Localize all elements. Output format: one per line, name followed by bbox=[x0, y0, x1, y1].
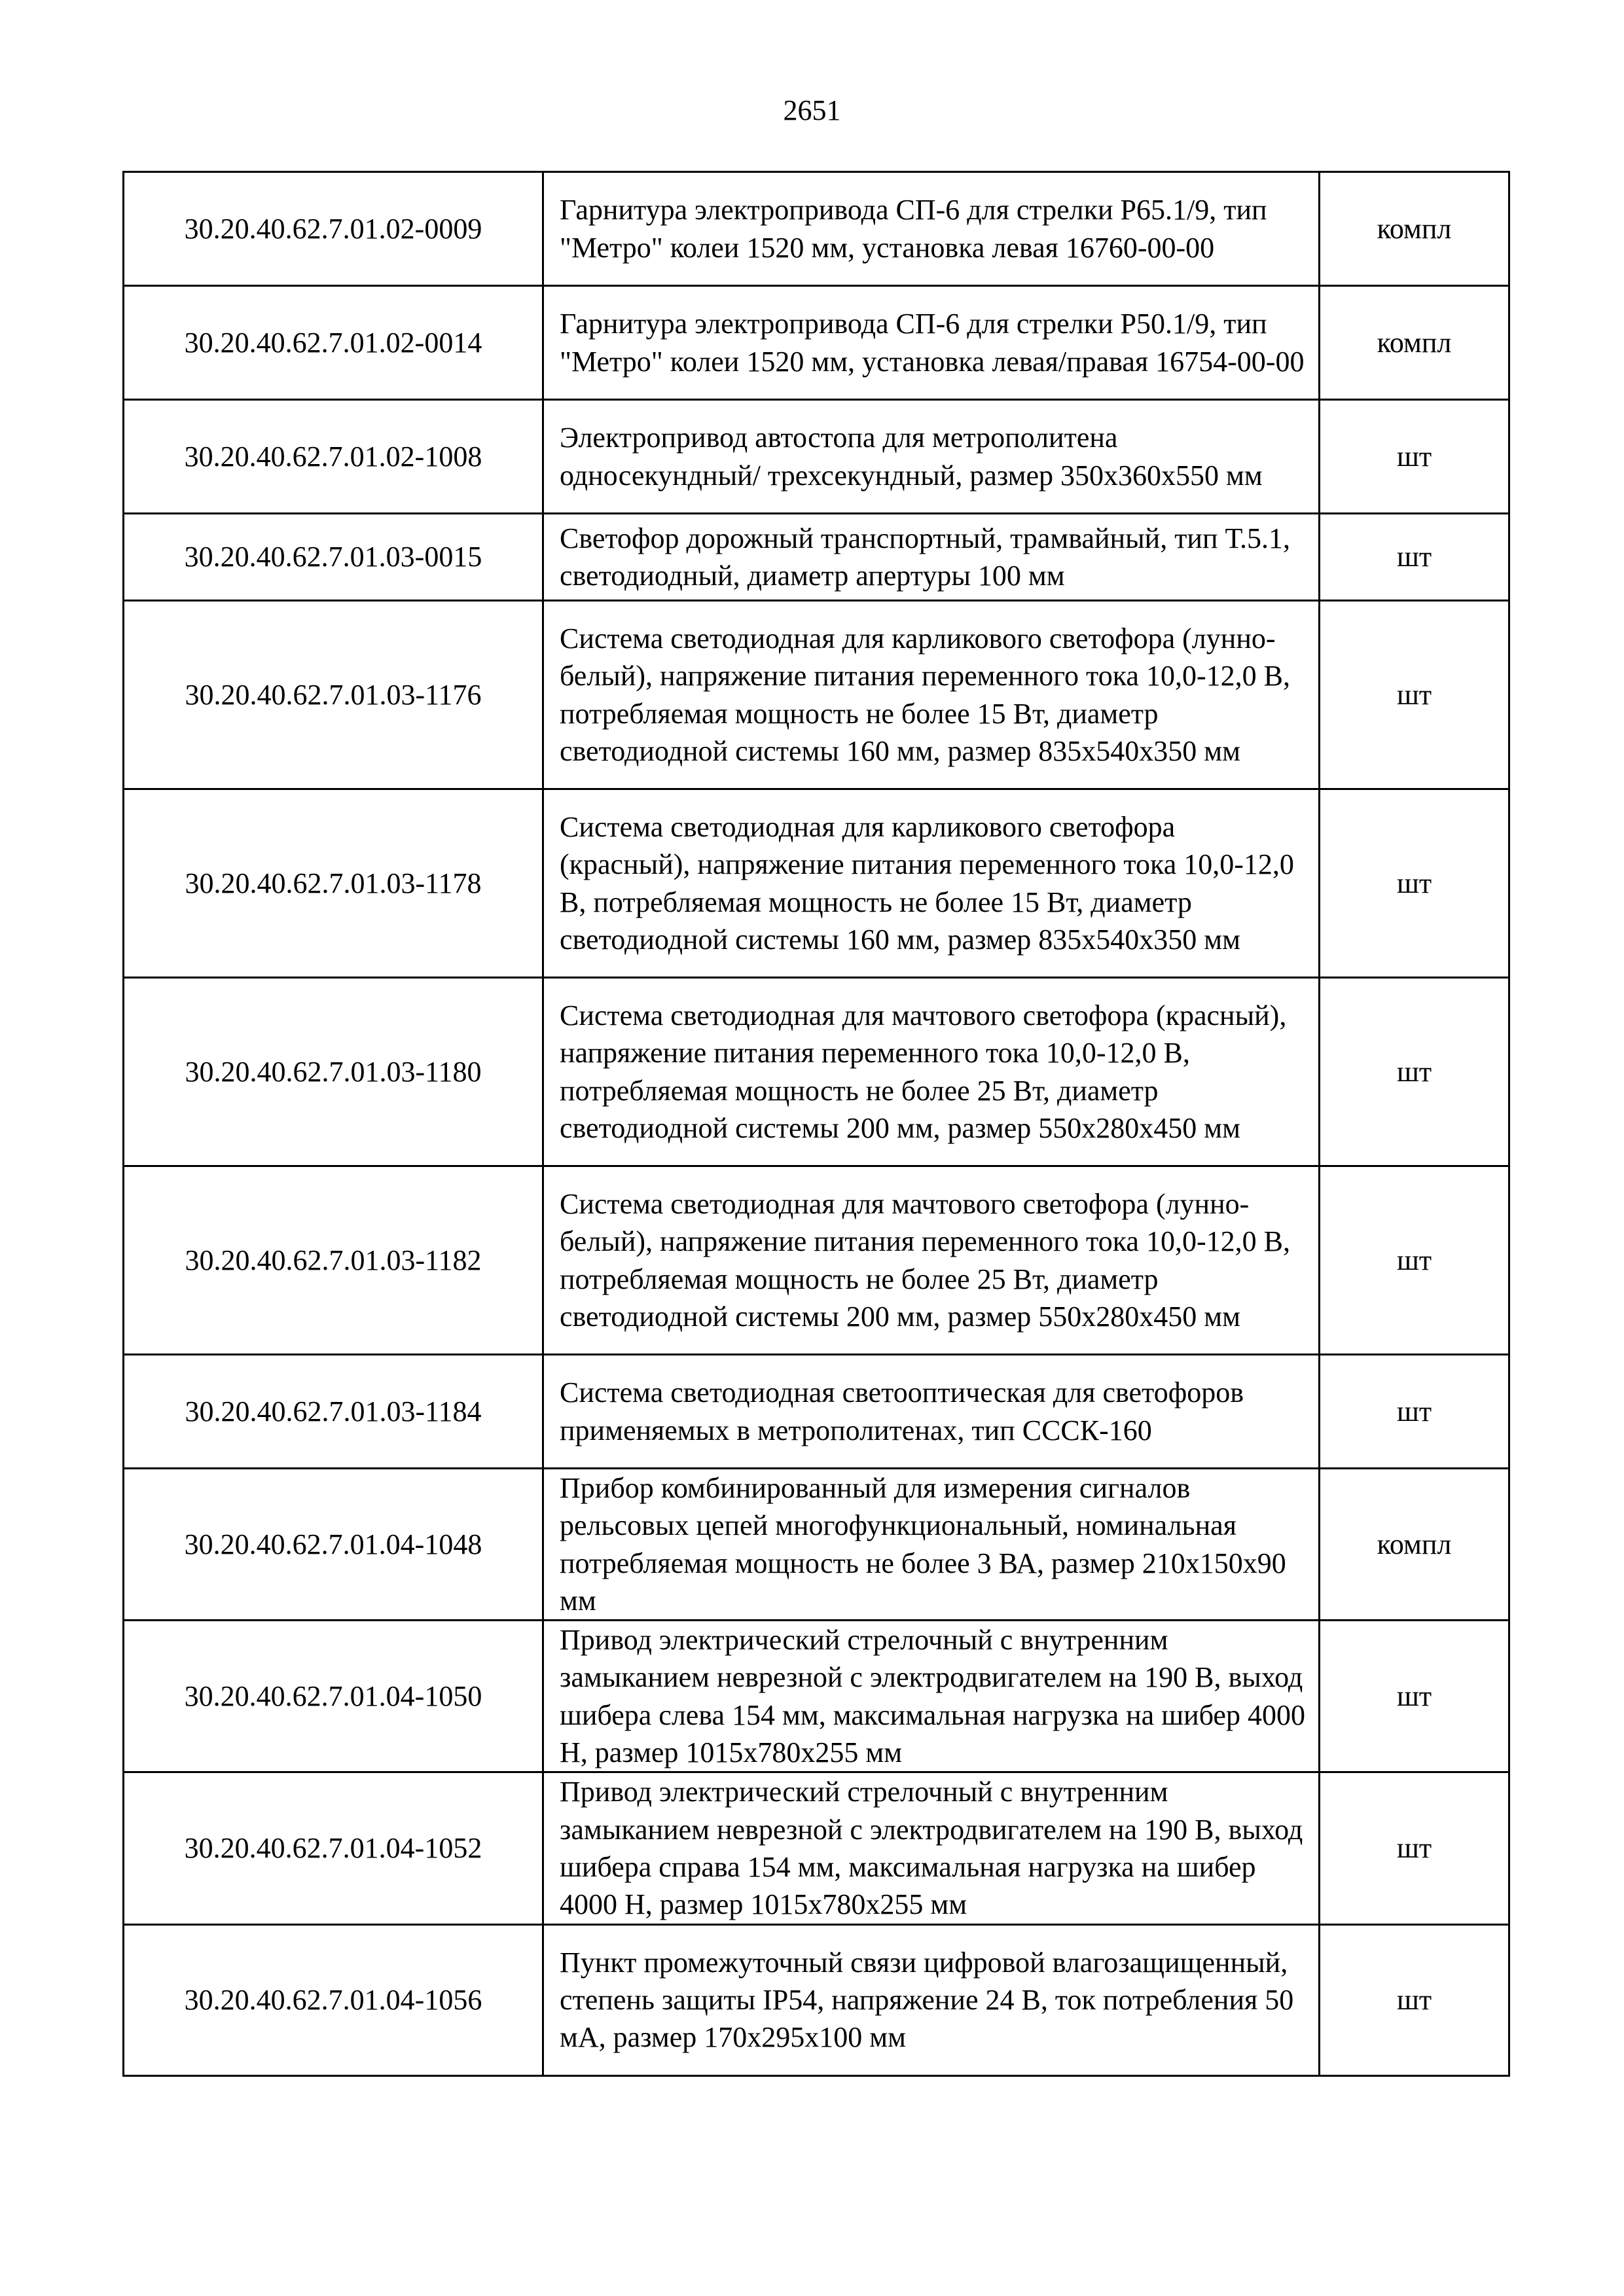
table-row bbox=[124, 1772, 1509, 1924]
resource-code: 30.20.40.62.7.01.02-0014 bbox=[124, 286, 543, 400]
resource-description: Светофор дорожный транспортный, трамвайный, тип Т.5.1, светодиодный, диаметр апертуры 100 мм bbox=[543, 514, 1320, 601]
resource-unit: шт bbox=[1320, 400, 1509, 514]
resource-description: Система светодиодная для карликового светофора (лунно-белый), напряжение питания переменного тока 10,0-12,0 В, потребляемая мощность не более 15 Вт, диаметр светодиодной системы 160 мм, размер 835х540х350 мм bbox=[543, 601, 1320, 789]
resource-code: 30.20.40.62.7.01.02-1008 bbox=[124, 400, 543, 514]
resource-unit: шт bbox=[1320, 1924, 1509, 2075]
resource-unit: шт bbox=[1320, 514, 1509, 601]
resource-description: Система светодиодная светооптическая для светофоров применяемых в метрополитенах, тип СССК-160 bbox=[543, 1355, 1320, 1469]
table-row bbox=[124, 1166, 1509, 1355]
resource-unit: шт bbox=[1320, 1621, 1509, 1772]
table-row bbox=[124, 601, 1509, 789]
resource-unit: компл bbox=[1320, 1469, 1509, 1621]
table-row bbox=[124, 286, 1509, 400]
table-row bbox=[124, 1469, 1509, 1621]
resource-code: 30.20.40.62.7.01.03-1178 bbox=[124, 789, 543, 978]
resource-unit: шт bbox=[1320, 1772, 1509, 1924]
resource-code: 30.20.40.62.7.01.03-1176 bbox=[124, 601, 543, 789]
table-row bbox=[124, 1621, 1509, 1772]
resource-table bbox=[122, 171, 1510, 2077]
table-row bbox=[124, 514, 1509, 601]
resource-unit: шт bbox=[1320, 1355, 1509, 1469]
resource-unit: шт bbox=[1320, 978, 1509, 1166]
resource-description: Система светодиодная для мачтового светофора (красный), напряжение питания переменного тока 10,0-12,0 В, потребляемая мощность не более 25 Вт, диаметр светодиодной системы 200 мм, размер 550х280х450 мм bbox=[543, 978, 1320, 1166]
resource-code: 30.20.40.62.7.01.04-1056 bbox=[124, 1924, 543, 2075]
table-row bbox=[124, 789, 1509, 978]
resource-code: 30.20.40.62.7.01.04-1048 bbox=[124, 1469, 543, 1621]
resource-description: Гарнитура электропривода СП-6 для стрелки Р65.1/9, тип "Метро" колеи 1520 мм, установка левая 16760-00-00 bbox=[543, 172, 1320, 286]
resource-description: Привод электрический стрелочный с внутренним замыканием неврезной с электродвигателем на 190 В, выход шибера слева 154 мм, максимальная нагрузка на шибер 4000 Н, размер 1015х780х255 мм bbox=[543, 1621, 1320, 1772]
resource-code: 30.20.40.62.7.01.03-1180 bbox=[124, 978, 543, 1166]
resource-code: 30.20.40.62.7.01.03-1182 bbox=[124, 1166, 543, 1355]
resource-description: Гарнитура электропривода СП-6 для стрелки Р50.1/9, тип "Метро" колеи 1520 мм, установка левая/правая 16754-00-00 bbox=[543, 286, 1320, 400]
resource-code: 30.20.40.62.7.01.04-1052 bbox=[124, 1772, 543, 1924]
resource-description: Система светодиодная для карликового светофора (красный), напряжение питания переменного тока 10,0-12,0 В, потребляемая мощность не более 15 Вт, диаметр светодиодной системы 160 мм, размер 835х540х350 мм bbox=[543, 789, 1320, 978]
resource-unit: компл bbox=[1320, 286, 1509, 400]
resource-description: Система светодиодная для мачтового светофора (лунно-белый), напряжение питания переменного тока 10,0-12,0 В, потребляемая мощность не более 25 Вт, диаметр светодиодной системы 200 мм, размер 550х280х450 мм bbox=[543, 1166, 1320, 1355]
resource-description: Пункт промежуточный связи цифровой влагозащищенный, степень защиты IP54, напряжение 24 В, ток потребления 50 мА, размер 170х295х100 мм bbox=[543, 1924, 1320, 2075]
table-row bbox=[124, 1355, 1509, 1469]
resource-code: 30.20.40.62.7.01.04-1050 bbox=[124, 1621, 543, 1772]
resource-code: 30.20.40.62.7.01.02-0009 bbox=[124, 172, 543, 286]
resource-code: 30.20.40.62.7.01.03-1184 bbox=[124, 1355, 543, 1469]
resource-code: 30.20.40.62.7.01.03-0015 bbox=[124, 514, 543, 601]
resource-description: Электропривод автостопа для метрополитена односекундный/ трехсекундный, размер 350х360х550 мм bbox=[543, 400, 1320, 514]
resource-description: Прибор комбинированный для измерения сигналов рельсовых цепей многофункциональный, номинальная потребляемая мощность не более 3 ВА, размер 210х150х90 мм bbox=[543, 1469, 1320, 1621]
table-row bbox=[124, 1924, 1509, 2075]
page-number: 2651 bbox=[783, 94, 841, 126]
table-row bbox=[124, 400, 1509, 514]
table-row bbox=[124, 978, 1509, 1166]
resource-unit: шт bbox=[1320, 789, 1509, 978]
resource-unit: шт bbox=[1320, 1166, 1509, 1355]
resource-unit: компл bbox=[1320, 172, 1509, 286]
resource-unit: шт bbox=[1320, 601, 1509, 789]
table-row bbox=[124, 172, 1509, 286]
resource-description: Привод электрический стрелочный с внутренним замыканием неврезной с электродвигателем на 190 В, выход шибера справа 154 мм, максимальная нагрузка на шибер 4000 Н, размер 1015х780х255 мм bbox=[543, 1772, 1320, 1924]
